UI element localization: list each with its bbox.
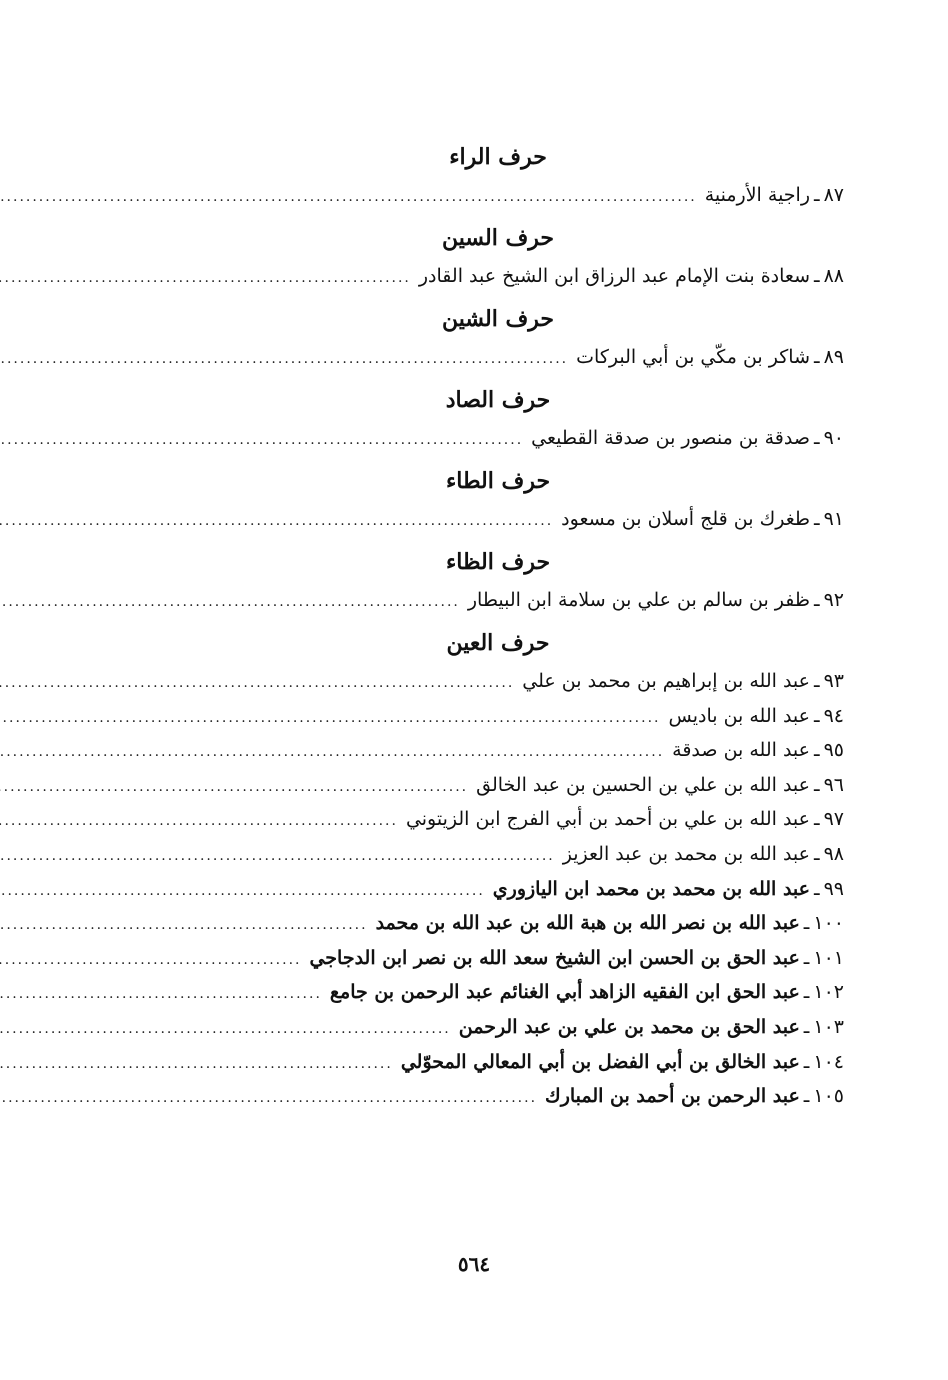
entry-number: ١٠٠ xyxy=(813,912,844,935)
entry-title: عبد الله بن باديس xyxy=(668,704,810,727)
index-entry xyxy=(92,1010,844,1045)
entry-title: عبد الله بن علي بن الحسين بن عبد الخالق xyxy=(476,773,810,796)
entry-title: شاكر بن مكّي بن أبي البركات xyxy=(576,346,810,368)
entry-title: عبد الله بن علي بن أحمد بن أبي الفرج ابن الزيتوني xyxy=(405,808,810,831)
leader-dots xyxy=(0,874,485,909)
entry-separator: ـ xyxy=(814,808,820,831)
index-entry xyxy=(92,1045,844,1080)
entry-number: ٩٨ xyxy=(823,842,844,865)
entry-title: عبد الرحمن بن أحمد بن المبارك xyxy=(545,1085,800,1108)
entry-title: عبد الله بن صدقة xyxy=(672,739,810,762)
index-entry xyxy=(92,340,844,375)
entry-title: طغرك بن قلج أسلان بن مسعود xyxy=(561,508,810,530)
section-sad xyxy=(92,383,844,456)
leader-dots xyxy=(0,261,411,296)
entry-separator: ـ xyxy=(803,946,810,969)
entry-number: ٩٩ xyxy=(823,877,844,900)
section-ra xyxy=(92,140,844,213)
entry-separator: ـ xyxy=(814,877,820,900)
index-entry xyxy=(92,259,844,294)
index-entry xyxy=(92,768,844,803)
leader-dots xyxy=(0,839,555,874)
entry-number: ٩٤ xyxy=(823,704,844,727)
leader-dots xyxy=(0,504,553,539)
entry-list xyxy=(92,664,844,1114)
entry-title: سعادة بنت الإمام عبد الرزاق ابن الشيخ عبد القادر xyxy=(418,265,810,287)
section-ain xyxy=(92,626,844,1114)
entry-separator: ـ xyxy=(814,589,820,611)
section-heading: حرف الشين xyxy=(441,306,555,332)
index-entry xyxy=(92,941,844,976)
entry-title: عبد الحق بن محمد بن علي بن عبد الرحمن xyxy=(458,1015,800,1038)
entry-number: ٩١ xyxy=(823,508,844,530)
leader-dots xyxy=(0,804,398,839)
section-sin xyxy=(92,221,844,294)
entry-separator: ـ xyxy=(814,842,820,865)
index-entry xyxy=(92,837,844,872)
index-entry xyxy=(92,733,844,768)
leader-dots xyxy=(0,908,368,943)
entry-title: عبد الحق ابن الفقيه الزاهد أبي الغنائم عبد الرحمن بن جامع xyxy=(329,981,800,1004)
entry-number: ٩٣ xyxy=(823,670,844,692)
entry-title: عبد الله بن محمد بن عبد العزيز xyxy=(562,842,810,865)
entry-title: عبد الخالق بن أبي الفضل بن أبي المعالي المحوّلي xyxy=(400,1050,800,1073)
entry-title: عبد الله بن نصر الله بن هبة الله بن عبد الله بن محمد xyxy=(375,912,800,935)
index-entry xyxy=(92,502,844,537)
index-entry xyxy=(92,699,844,734)
section-heading: حرف الصاد xyxy=(445,387,551,413)
entry-separator: ـ xyxy=(814,265,820,287)
leader-dots xyxy=(0,943,301,978)
entry-number: ٨٧ xyxy=(823,184,844,206)
index-entry xyxy=(92,421,844,456)
entry-separator: ـ xyxy=(814,427,820,449)
entry-number: ٩٦ xyxy=(823,773,844,796)
section-heading: حرف الراء xyxy=(449,144,547,170)
section-heading: حرف العين xyxy=(446,630,550,656)
section-ta xyxy=(92,464,844,537)
entry-number: ١٠١ xyxy=(813,946,844,969)
entry-title: راجية الأرمنية xyxy=(704,184,810,206)
entry-number: ٩٢ xyxy=(823,589,844,611)
entry-number: ١٠٥ xyxy=(813,1085,844,1108)
entry-number: ٨٩ xyxy=(823,346,844,368)
leader-dots xyxy=(0,342,568,377)
page-number: ٥٦٤ xyxy=(457,1252,491,1276)
leader-dots xyxy=(0,666,514,701)
entry-title: عبد الله بن إبراهيم بن محمد بن علي xyxy=(522,670,810,692)
leader-dots xyxy=(0,1012,451,1047)
index-entry xyxy=(92,583,844,618)
entry-number: ٩٧ xyxy=(823,808,844,831)
entry-separator: ـ xyxy=(814,739,820,762)
entry-number: ٩٠ xyxy=(823,427,844,449)
entry-separator: ـ xyxy=(814,670,820,692)
section-heading: حرف السين xyxy=(441,225,555,251)
section-heading: حرف الطاء xyxy=(445,468,551,494)
entry-title: ظفر بن سالم بن علي بن سلامة ابن البيطار xyxy=(467,589,810,611)
section-za xyxy=(92,545,844,618)
entry-separator: ـ xyxy=(803,1050,810,1073)
entry-number: ١٠٢ xyxy=(813,981,844,1004)
leader-dots xyxy=(0,1047,393,1082)
leader-dots xyxy=(0,735,664,770)
leader-dots xyxy=(0,701,660,736)
entry-separator: ـ xyxy=(814,184,820,206)
index-entry xyxy=(92,975,844,1010)
leader-dots xyxy=(0,180,697,215)
entry-title: عبد الحق بن الحسن ابن الشيخ سعد الله بن نصر ابن الدجاجي xyxy=(309,946,800,969)
section-shin xyxy=(92,302,844,375)
entry-title: صدقة بن منصور بن صدقة القطيعي xyxy=(531,427,810,449)
leader-dots xyxy=(0,585,460,620)
entry-number: ٩٥ xyxy=(823,739,844,762)
entry-separator: ـ xyxy=(814,704,820,727)
index-entry xyxy=(92,178,844,213)
entry-separator: ـ xyxy=(814,773,820,796)
entry-separator: ـ xyxy=(814,346,820,368)
leader-dots xyxy=(0,423,523,458)
entry-separator: ـ xyxy=(803,1085,810,1108)
entry-separator: ـ xyxy=(803,912,810,935)
index-entry xyxy=(92,906,844,941)
index-page xyxy=(92,140,844,1114)
entry-number: ١٠٤ xyxy=(813,1050,844,1073)
leader-dots xyxy=(0,770,468,805)
entry-separator: ـ xyxy=(803,1015,810,1038)
entry-separator: ـ xyxy=(803,981,810,1004)
index-entry xyxy=(92,664,844,699)
entry-title: عبد الله بن محمد بن محمد ابن اليازوري xyxy=(492,877,810,900)
leader-dots xyxy=(0,1081,537,1116)
index-entry xyxy=(92,872,844,907)
leader-dots xyxy=(0,977,322,1012)
index-entry xyxy=(92,1079,844,1114)
entry-number: ٨٨ xyxy=(823,265,844,287)
entry-separator: ـ xyxy=(814,508,820,530)
section-heading: حرف الظاء xyxy=(445,549,551,575)
entry-number: ١٠٣ xyxy=(813,1015,844,1038)
index-entry xyxy=(92,802,844,837)
